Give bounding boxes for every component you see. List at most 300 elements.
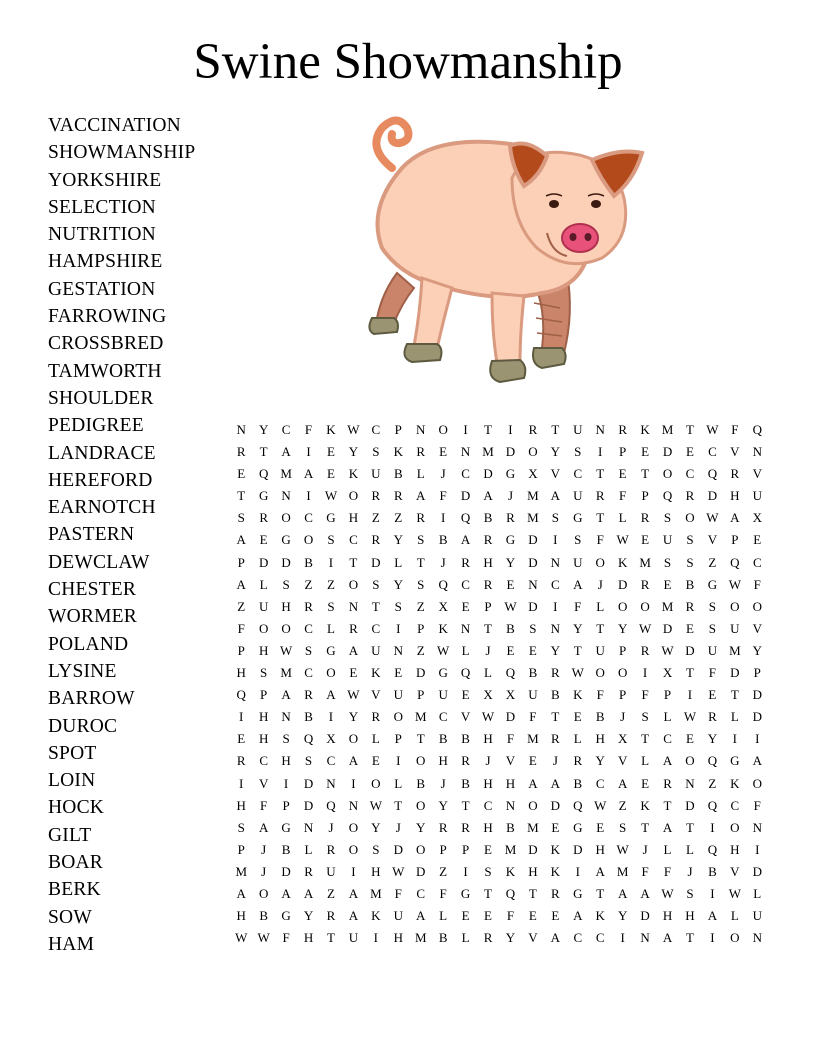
- grid-cell: W: [324, 488, 338, 504]
- grid-cell: R: [349, 620, 358, 636]
- grid-cell: G: [281, 819, 291, 835]
- grid-cell: I: [373, 930, 379, 946]
- grid-cell: W: [706, 422, 719, 437]
- grid-cell: K: [617, 554, 628, 570]
- grid-cell: E: [259, 532, 268, 548]
- grid-cell: L: [416, 466, 425, 482]
- word-list-item: YORKSHIRE: [48, 169, 162, 191]
- grid-cell: A: [348, 885, 359, 901]
- grid-cell: D: [505, 709, 516, 725]
- grid-cell: Y: [505, 554, 516, 570]
- grid-cell: T: [371, 598, 380, 614]
- grid-cell: R: [371, 532, 381, 548]
- grid-cell: V: [617, 753, 628, 769]
- grid-cell: C: [281, 422, 291, 437]
- grid-cell: T: [237, 488, 246, 504]
- grid-cell: R: [371, 488, 381, 504]
- grid-cell: N: [236, 422, 246, 437]
- grid-cell: W: [661, 642, 674, 658]
- grid-cell: G: [505, 532, 516, 548]
- grid-cell: N: [528, 576, 538, 592]
- grid-cell: Y: [438, 797, 448, 813]
- grid-cell: W: [481, 709, 495, 725]
- grid-cell: H: [483, 554, 493, 570]
- grid-cell: I: [396, 620, 401, 636]
- grid-cell: E: [528, 642, 537, 658]
- grid-cell: O: [281, 510, 291, 526]
- grid-cell: Y: [573, 620, 583, 636]
- grid-cell: U: [595, 642, 605, 658]
- grid-cell: B: [438, 930, 448, 946]
- grid-cell: R: [236, 753, 246, 769]
- grid-cell: E: [641, 775, 650, 791]
- grid-cell: W: [437, 642, 450, 658]
- grid-cell: R: [685, 488, 695, 504]
- grid-cell: I: [620, 930, 625, 946]
- grid-cell: L: [461, 642, 470, 658]
- grid-cell: B: [708, 863, 717, 879]
- word-list-item: PASTERN: [48, 524, 135, 546]
- grid-cell: P: [753, 665, 761, 681]
- pig-illustration: [352, 108, 652, 398]
- grid-cell: Y: [393, 532, 403, 548]
- grid-cell: W: [369, 797, 382, 813]
- grid-cell: R: [259, 510, 268, 526]
- grid-cell: A: [528, 775, 538, 791]
- grid-cell: O: [348, 488, 359, 504]
- grid-cell: A: [281, 687, 291, 703]
- grid-cell: Y: [416, 819, 426, 835]
- grid-cell: W: [661, 885, 674, 901]
- grid-cell: E: [618, 466, 627, 482]
- grid-cell: A: [707, 908, 718, 924]
- grid-cell: N: [550, 554, 561, 570]
- grid-cell: M: [482, 444, 494, 460]
- grid-cell: C: [573, 930, 583, 946]
- grid-cell: X: [752, 510, 762, 526]
- grid-cell: E: [371, 753, 380, 769]
- grid-cell: W: [616, 532, 629, 548]
- grid-cell: D: [752, 863, 762, 879]
- grid-cell: B: [573, 775, 583, 791]
- grid-row: [230, 618, 769, 640]
- word-list-item: NUTRITION: [48, 224, 156, 246]
- grid-cell: P: [417, 687, 425, 703]
- grid-cell: Z: [708, 775, 717, 791]
- grid-cell: A: [752, 753, 762, 769]
- grid-cell: E: [506, 642, 515, 658]
- grid-cell: T: [551, 422, 560, 437]
- grid-cell: P: [394, 422, 402, 437]
- grid-cell: O: [258, 885, 269, 901]
- grid-cell: U: [573, 488, 583, 504]
- grid-cell: B: [304, 709, 313, 725]
- grid-cell: L: [439, 908, 448, 924]
- grid-cell: D: [281, 863, 291, 879]
- grid-cell: C: [326, 753, 336, 769]
- grid-row: [230, 552, 769, 574]
- grid-cell: O: [617, 598, 628, 614]
- grid-cell: A: [236, 885, 246, 901]
- grid-cell: W: [347, 687, 360, 703]
- grid-cell: C: [461, 576, 470, 592]
- grid-cell: T: [685, 930, 694, 946]
- grid-cell: F: [641, 687, 649, 703]
- grid-cell: Q: [258, 466, 269, 482]
- grid-cell: R: [595, 488, 605, 504]
- grid-cell: R: [640, 576, 650, 592]
- grid-cell: H: [730, 488, 740, 504]
- grid-cell: L: [326, 620, 335, 636]
- grid-cell: S: [327, 532, 335, 548]
- grid-cell: O: [416, 753, 426, 769]
- grid-cell: T: [416, 554, 425, 570]
- grid-cell: N: [752, 930, 762, 946]
- grid-cell: M: [661, 422, 674, 437]
- grid-cell: Z: [416, 642, 425, 658]
- grid-cell: I: [283, 775, 289, 791]
- grid-cell: P: [484, 598, 492, 614]
- grid-cell: S: [663, 510, 672, 526]
- grid-cell: A: [281, 885, 291, 901]
- grid-cell: F: [708, 665, 717, 681]
- grid-cell: I: [351, 863, 356, 879]
- grid-cell: O: [416, 797, 426, 813]
- grid-cell: L: [304, 841, 313, 857]
- grid-cell: T: [259, 444, 268, 460]
- grid-cell: P: [417, 620, 425, 636]
- word-list-item: EARNOTCH: [48, 497, 156, 519]
- grid-cell: F: [731, 422, 739, 437]
- grid-cell: U: [438, 687, 448, 703]
- grid-cell: H: [281, 753, 291, 769]
- grid-cell: A: [662, 753, 673, 769]
- grid-cell: F: [641, 863, 649, 879]
- grid-cell: Z: [439, 863, 448, 879]
- grid-cell: D: [662, 444, 673, 460]
- grid-cell: E: [685, 444, 694, 460]
- grid-cell: O: [685, 510, 695, 526]
- grid-cell: J: [687, 863, 693, 879]
- grid-cell: T: [685, 422, 694, 437]
- grid-cell: M: [414, 930, 427, 946]
- grid-cell: A: [550, 775, 561, 791]
- grid-cell: T: [685, 819, 694, 835]
- grid-cell: E: [551, 819, 560, 835]
- word-list-item: GESTATION: [48, 278, 156, 300]
- grid-cell: H: [685, 908, 695, 924]
- grid-cell: Q: [662, 488, 673, 504]
- grid-cell: G: [326, 642, 336, 658]
- grid-cell: N: [303, 819, 314, 835]
- grid-cell: B: [528, 665, 538, 681]
- grid-cell: A: [416, 488, 426, 504]
- grid-cell: I: [755, 841, 760, 857]
- grid-cell: C: [708, 444, 717, 460]
- grid-cell: E: [641, 532, 650, 548]
- grid-cell: D: [505, 444, 516, 460]
- grid-cell: F: [506, 731, 515, 747]
- grid-cell: D: [483, 466, 493, 482]
- grid-cell: A: [348, 753, 359, 769]
- grid-cell: S: [641, 709, 649, 725]
- grid-cell: N: [595, 422, 605, 437]
- grid-cell: C: [551, 576, 560, 592]
- grid-cell: R: [236, 444, 246, 460]
- grid-cell: G: [258, 488, 269, 504]
- grid-row: [230, 662, 769, 684]
- grid-cell: O: [326, 665, 336, 681]
- grid-cell: M: [639, 554, 651, 570]
- grid-cell: K: [438, 620, 448, 636]
- grid-cell: J: [485, 753, 491, 769]
- grid-cell: H: [438, 753, 448, 769]
- grid-cell: P: [619, 642, 627, 658]
- word-list: [48, 112, 195, 958]
- grid-cell: Y: [550, 444, 561, 460]
- grid-cell: B: [506, 819, 515, 835]
- grid-cell: D: [303, 797, 314, 813]
- grid-cell: E: [326, 466, 335, 482]
- grid-cell: M: [527, 488, 539, 504]
- grid-cell: A: [236, 532, 246, 548]
- grid-cell: F: [282, 930, 290, 946]
- grid-cell: R: [304, 598, 313, 614]
- grid-cell: Z: [304, 576, 313, 592]
- word-list-item: POLAND: [48, 633, 129, 655]
- grid-cell: E: [685, 731, 694, 747]
- grid-cell: B: [551, 687, 560, 703]
- grid-cell: I: [687, 687, 693, 703]
- grid-cell: Q: [303, 731, 314, 747]
- grid-cell: N: [685, 775, 695, 791]
- grid-cell: S: [304, 642, 313, 658]
- grid-cell: B: [438, 532, 448, 548]
- grid-cell: N: [281, 488, 291, 504]
- grid-cell: M: [527, 510, 539, 526]
- grid-cell: D: [752, 687, 762, 703]
- grid-cell: G: [281, 532, 291, 548]
- grid-cell: T: [326, 930, 335, 946]
- grid-cell: E: [685, 620, 694, 636]
- grid-cell: N: [416, 422, 426, 437]
- grid-cell: Q: [505, 665, 516, 681]
- grid-cell: F: [663, 863, 672, 879]
- grid-cell: A: [573, 908, 583, 924]
- grid-cell: J: [440, 775, 446, 791]
- grid-cell: F: [394, 885, 402, 901]
- grid-cell: W: [728, 885, 741, 901]
- grid-cell: R: [326, 841, 336, 857]
- grid-cell: D: [416, 863, 426, 879]
- grid-cell: A: [258, 819, 269, 835]
- grid-cell: U: [573, 554, 583, 570]
- grid-cell: C: [483, 797, 493, 813]
- grid-row: [230, 817, 769, 839]
- grid-cell: G: [505, 466, 516, 482]
- grid-cell: Y: [550, 642, 561, 658]
- grid-cell: P: [663, 687, 672, 703]
- grid-cell: I: [732, 731, 738, 747]
- grid-cell: K: [348, 466, 359, 482]
- grid-cell: C: [371, 422, 381, 437]
- word-list-item: FARROWING: [48, 306, 167, 328]
- grid-cell: O: [528, 797, 538, 813]
- grid-cell: D: [640, 908, 650, 924]
- grid-cell: M: [370, 885, 382, 901]
- grid-cell: A: [416, 908, 426, 924]
- grid-cell: R: [416, 510, 426, 526]
- grid-cell: L: [618, 510, 627, 526]
- grid-cell: D: [528, 598, 538, 614]
- grid-cell: O: [348, 576, 359, 592]
- grid-cell: D: [416, 665, 426, 681]
- letter-grid: [230, 419, 769, 949]
- grid-cell: N: [550, 620, 561, 636]
- grid-cell: R: [506, 510, 515, 526]
- grid-cell: Z: [618, 797, 627, 813]
- word-list-item: HAMPSHIRE: [48, 251, 163, 273]
- grid-cell: T: [573, 642, 582, 658]
- grid-cell: W: [571, 665, 584, 681]
- grid-cell: S: [417, 532, 425, 548]
- grid-cell: D: [460, 488, 471, 504]
- grid-cell: S: [372, 576, 380, 592]
- grid-row: [230, 640, 769, 662]
- word-list-item: PEDIGREE: [48, 415, 144, 437]
- grid-cell: C: [304, 665, 313, 681]
- grid-cell: D: [707, 488, 718, 504]
- grid-cell: Y: [348, 444, 359, 460]
- grid-cell: V: [707, 532, 718, 548]
- grid-cell: X: [505, 687, 516, 703]
- grid-cell: T: [641, 466, 650, 482]
- grid-cell: A: [550, 930, 561, 946]
- grid-cell: Y: [393, 576, 403, 592]
- grid-cell: A: [617, 775, 628, 791]
- grid-cell: D: [281, 554, 291, 570]
- grid-cell: P: [260, 687, 268, 703]
- grid-cell: F: [260, 797, 268, 813]
- grid-cell: N: [505, 797, 516, 813]
- grid-cell: A: [303, 466, 314, 482]
- grid-cell: H: [528, 863, 538, 879]
- grid-cell: E: [326, 444, 335, 460]
- grid-cell: V: [460, 709, 471, 725]
- grid-cell: M: [729, 642, 741, 658]
- grid-cell: E: [663, 576, 672, 592]
- grid-cell: I: [440, 510, 446, 526]
- grid-cell: Q: [236, 687, 246, 703]
- grid-cell: J: [597, 576, 603, 592]
- grid-cell: T: [349, 554, 358, 570]
- word-list-item: CHESTER: [48, 579, 137, 601]
- grid-cell: O: [348, 819, 359, 835]
- grid-cell: D: [371, 554, 381, 570]
- grid-cell: O: [393, 709, 403, 725]
- grid-cell: M: [280, 665, 292, 681]
- grid-cell: V: [550, 466, 561, 482]
- grid-cell: L: [394, 554, 403, 570]
- grid-cell: K: [393, 444, 403, 460]
- grid-cell: V: [258, 775, 269, 791]
- grid-cell: Y: [595, 753, 605, 769]
- grid-cell: R: [618, 422, 627, 437]
- grid-cell: T: [484, 422, 492, 437]
- grid-row: [230, 574, 769, 596]
- word-list-item: VACCINATION: [48, 115, 181, 136]
- grid-cell: I: [508, 422, 513, 437]
- grid-cell: I: [642, 665, 648, 681]
- grid-cell: H: [303, 930, 314, 946]
- grid-row: [230, 773, 769, 795]
- grid-cell: C: [349, 532, 358, 548]
- grid-cell: D: [528, 532, 538, 548]
- grid-cell: A: [573, 576, 583, 592]
- grid-cell: X: [438, 598, 448, 614]
- grid-cell: Q: [505, 885, 516, 901]
- grid-cell: U: [258, 598, 269, 614]
- grid-cell: O: [730, 819, 740, 835]
- grid-cell: G: [573, 885, 583, 901]
- grid-cell: N: [640, 930, 650, 946]
- grid-cell: Z: [326, 885, 335, 901]
- grid-cell: H: [236, 665, 246, 681]
- grid-cell: W: [706, 510, 719, 526]
- grid-cell: G: [326, 510, 336, 526]
- grid-cell: W: [235, 930, 248, 946]
- grid-cell: B: [461, 731, 470, 747]
- grid-cell: N: [348, 598, 359, 614]
- grid-cell: R: [708, 709, 717, 725]
- grid-cell: L: [259, 576, 268, 592]
- grid-cell: P: [282, 797, 290, 813]
- grid-cell: I: [553, 532, 558, 548]
- grid-cell: P: [394, 731, 402, 747]
- grid-cell: F: [596, 687, 604, 703]
- grid-cell: V: [730, 863, 740, 879]
- grid-cell: C: [416, 885, 426, 901]
- grid-cell: P: [619, 687, 627, 703]
- grid-cell: M: [414, 709, 427, 725]
- grid-cell: V: [752, 620, 762, 636]
- grid-cell: O: [752, 598, 762, 614]
- grid-cell: F: [574, 598, 582, 614]
- grid-cell: D: [528, 554, 538, 570]
- grid-cell: J: [395, 819, 401, 835]
- grid-cell: M: [661, 598, 674, 614]
- grid-cell: B: [483, 510, 493, 526]
- grid-cell: Z: [371, 510, 380, 526]
- grid-cell: U: [752, 488, 762, 504]
- word-list-item: LYSINE: [48, 660, 117, 682]
- grid-cell: D: [685, 642, 695, 658]
- grid-cell: K: [595, 908, 605, 924]
- grid-cell: T: [596, 885, 605, 901]
- grid-cell: Z: [708, 554, 717, 570]
- grid-cell: U: [326, 863, 336, 879]
- grid-cell: S: [484, 863, 492, 879]
- grid-cell: F: [753, 797, 761, 813]
- grid-cell: Q: [438, 576, 448, 592]
- grid-cell: I: [553, 598, 558, 614]
- grid-cell: G: [707, 576, 718, 592]
- grid-cell: M: [527, 731, 539, 747]
- grid-cell: D: [685, 797, 695, 813]
- grid-cell: O: [617, 665, 628, 681]
- grid-cell: A: [550, 488, 561, 504]
- grid-cell: Q: [573, 797, 583, 813]
